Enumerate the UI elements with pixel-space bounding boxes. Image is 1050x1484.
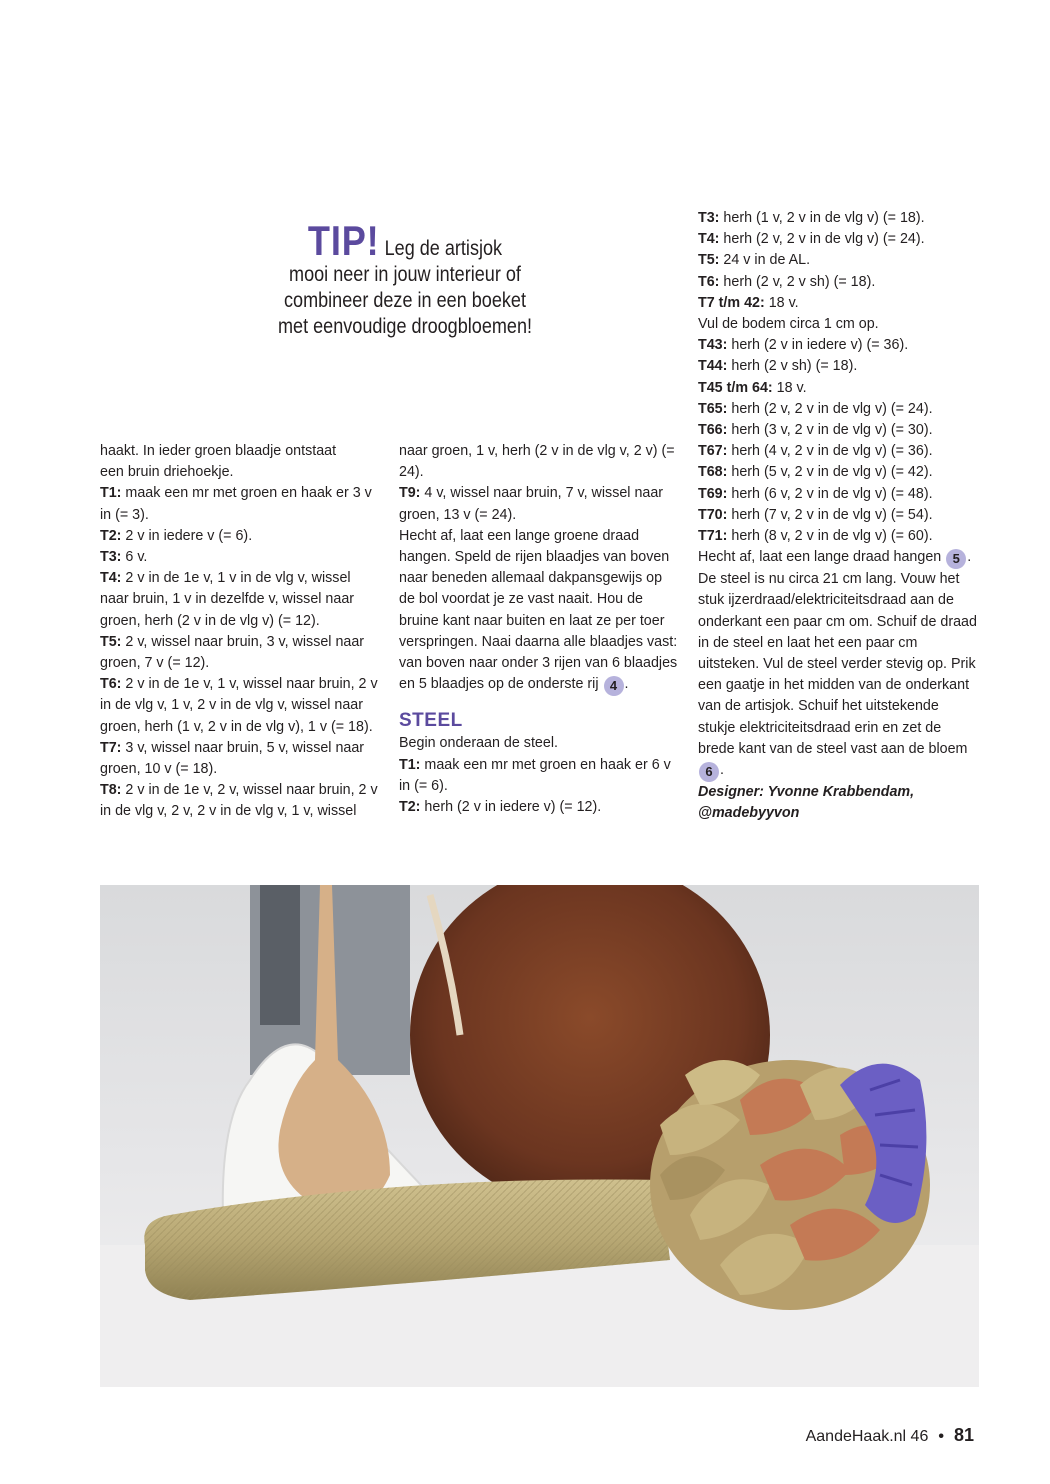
round-label: T45 t/m 64: bbox=[698, 379, 773, 396]
tip-title: TIP! bbox=[307, 217, 380, 264]
stem-round-t3 bbox=[698, 208, 980, 229]
round-text: 4 v, wissel naar bruin, 7 v, wissel naar groen, 13 v (= 24). bbox=[399, 485, 664, 523]
round-t6 bbox=[100, 674, 382, 738]
round-label: T2: bbox=[399, 799, 421, 816]
stem-round-t69 bbox=[698, 484, 980, 505]
round-label: T8: bbox=[100, 782, 122, 799]
round-label: T5: bbox=[698, 252, 720, 269]
artichoke-photo bbox=[100, 885, 979, 1387]
round-t5 bbox=[100, 632, 382, 674]
round-text: herh (7 v, 2 v in de vlg v) (= 54). bbox=[727, 506, 933, 523]
round-label: T43: bbox=[698, 337, 728, 354]
stem-round-t67 bbox=[698, 441, 980, 462]
stem-round-t65 bbox=[698, 399, 980, 420]
fill-note: Vul de bodem circa 1 cm op. bbox=[698, 316, 879, 333]
stem-round-t68 bbox=[698, 462, 980, 483]
stem-round-t44 bbox=[698, 356, 980, 377]
tip-line-4: met eenvoudige droogbloemen! bbox=[277, 315, 533, 338]
assembly-text: Hecht af, laat een lange groene draad hangen. Speld de rijen blaadjes van boven naar beneden allemaal dakpansgewijs op de bol voordat je ze vast naait. Hou de bruine kant naar buiten en laat ze per toer verspringen. Naai daarna alle blaadjes vast: van boven naar onder 3 rijen van 6 blaadjes en 5 blaadjes op de onderste rij bbox=[399, 527, 678, 693]
intro-line bbox=[100, 441, 382, 483]
round-text: 24 v in de AL. bbox=[719, 252, 811, 269]
tip-line-1: Leg de artisjok bbox=[384, 237, 503, 260]
stem-round-t2 bbox=[399, 797, 681, 818]
continued-text: naar groen, 1 v, herh (2 v in de vlg v, 2 v) (= 24). bbox=[399, 443, 675, 481]
round-text: herh (6 v, 2 v in de vlg v) (= 48). bbox=[727, 485, 933, 502]
round-label: T68: bbox=[698, 464, 728, 481]
round-label: T70: bbox=[698, 506, 728, 523]
round-text: 6 v. bbox=[121, 549, 148, 566]
round-text: herh (5 v, 2 v in de vlg v) (= 42). bbox=[727, 464, 933, 481]
round-label: T6: bbox=[698, 273, 720, 290]
page-number: 81 bbox=[953, 1425, 974, 1445]
column-3 bbox=[698, 208, 980, 824]
stem-round-t1 bbox=[399, 755, 681, 797]
designer-handle: @madebyyvon bbox=[698, 805, 800, 822]
intro-text-1: haakt. In ieder groen blaadje ontstaat bbox=[100, 443, 337, 459]
round-label: T4: bbox=[698, 231, 720, 248]
round-label: T69: bbox=[698, 485, 728, 502]
round-text: 3 v, wissel naar bruin, 5 v, wissel naar groen, 10 v (= 18). bbox=[100, 739, 365, 778]
round-label: T66: bbox=[698, 422, 728, 439]
stem-round-t4 bbox=[698, 229, 980, 250]
round-text: herh (1 v, 2 v in de vlg v) (= 18). bbox=[719, 210, 925, 226]
round-text: herh (4 v, 2 v in de vlg v) (= 36). bbox=[727, 443, 933, 460]
round-label: T9: bbox=[399, 485, 421, 502]
assembly-paragraph bbox=[399, 526, 681, 696]
round-text: 2 v in de 1e v, 2 v, wissel naar bruin, 2 v in de vlg v, 2 v, 2 v in de vlg v, 1 v, wissel bbox=[100, 782, 378, 820]
stem-paragraph bbox=[698, 569, 980, 782]
section-heading-steel: STEEL bbox=[399, 710, 463, 732]
stem-round-t7-42 bbox=[698, 293, 980, 314]
round-label: T7: bbox=[100, 739, 122, 756]
round-text: maak een mr met groen en haak er 6 v in (= 6). bbox=[399, 756, 671, 794]
step-badge-6: 6 bbox=[699, 762, 719, 782]
round-text: herh (3 v, 2 v in de vlg v) (= 30). bbox=[727, 422, 933, 439]
column-1 bbox=[100, 441, 382, 823]
stem-intro: Begin onderaan de steel. bbox=[399, 735, 558, 752]
round-label: T1: bbox=[399, 756, 421, 773]
round-label: T44: bbox=[698, 358, 728, 375]
round-t3 bbox=[100, 547, 382, 568]
round-text: herh (8 v, 2 v in de vlg v) (= 60). bbox=[727, 528, 933, 545]
finish-text: Hecht af, laat een lange draad hangen bbox=[698, 549, 942, 566]
tip-line-2: mooi neer in jouw interieur of bbox=[289, 263, 521, 286]
period: . bbox=[720, 762, 724, 779]
stem-round-t6 bbox=[698, 272, 980, 293]
round-label: T71: bbox=[698, 528, 728, 545]
stem-round-t43 bbox=[698, 335, 980, 356]
round-text: 2 v in de 1e v, 1 v in de vlg v, wissel naar bruin, 1 v in dezelfde v, wissel naar groen, herh (2 v in de vlg v) (= 12). bbox=[100, 570, 355, 629]
stem-round-t45-64 bbox=[698, 378, 980, 399]
round-text: herh (2 v, 2 v in de vlg v) (= 24). bbox=[719, 231, 925, 248]
stem-text: De steel is nu circa 21 cm lang. Vouw het stuk ijzerdraad/elektriciteitsdraad aan de onderkant een paar cm om. Schuif de draad in de steel en laat het een paar cm uitsteken. Vul de steel verder stevig op. Prik een gaatje in het midden van de onderkant van de artisjok. Schuif het uitstekende stukje elektriciteitsdraad erin en zet de brede kant van de steel vast aan de bloem bbox=[698, 571, 977, 757]
stem-round-t66 bbox=[698, 420, 980, 441]
round-text: herh (2 v, 2 v in de vlg v) (= 24). bbox=[727, 400, 933, 417]
round-text: herh (2 v in iedere v) (= 36). bbox=[727, 337, 909, 354]
round-label: T3: bbox=[100, 549, 122, 566]
round-label: T5: bbox=[100, 633, 122, 650]
round-text: 18 v. bbox=[772, 379, 807, 396]
magazine-name: AandeHaak.nl 46 bbox=[805, 1428, 929, 1445]
round-t1 bbox=[100, 483, 382, 525]
round-label: T1: bbox=[100, 485, 122, 502]
stem-round-t5 bbox=[698, 250, 980, 271]
round-label: T7 t/m 42: bbox=[698, 294, 765, 311]
round-label: T67: bbox=[698, 443, 728, 460]
footer-bullet: • bbox=[938, 1428, 944, 1445]
round-t8 bbox=[100, 780, 382, 822]
round-label: T4: bbox=[100, 570, 122, 587]
round-text: 18 v. bbox=[764, 294, 799, 311]
round-t7 bbox=[100, 738, 382, 780]
step-badge-4: 4 bbox=[604, 676, 624, 696]
round-text: 2 v in iedere v (= 6). bbox=[121, 527, 253, 544]
round-text: 2 v in de 1e v, 1 v, wissel naar bruin, 2 v in de vlg v, 1 v, 2 v in de vlg v, wissel naar groen, herh (1 v, 2 v in de vlg v), 1 v (= 18). bbox=[100, 676, 378, 735]
round-text: herh (2 v sh) (= 18). bbox=[727, 358, 858, 375]
tip-line-3: combineer deze in een boeket bbox=[284, 289, 526, 312]
round-t4 bbox=[100, 568, 382, 632]
page-footer bbox=[806, 1425, 974, 1446]
round-label: T65: bbox=[698, 400, 728, 417]
stem-round-t71 bbox=[698, 526, 980, 547]
round-text: 2 v, wissel naar bruin, 3 v, wissel naar groen, 7 v (= 12). bbox=[100, 633, 365, 672]
round-t9 bbox=[399, 483, 681, 525]
round-label: T2: bbox=[100, 527, 122, 544]
intro-text-2: een bruin driehoekje. bbox=[100, 464, 234, 481]
round-text: herh (2 v in iedere v) (= 12). bbox=[420, 799, 602, 816]
designer-credit: Designer: Yvonne Krabbendam, bbox=[698, 784, 915, 801]
step-badge-5: 5 bbox=[946, 549, 966, 569]
round-text: maak een mr met groen en haak er 3 v in (= 3). bbox=[100, 485, 372, 523]
round-label: T6: bbox=[100, 676, 122, 693]
period: . bbox=[624, 676, 629, 693]
tip-box bbox=[272, 217, 539, 340]
column-2 bbox=[399, 441, 681, 818]
round-text: herh (2 v, 2 v sh) (= 18). bbox=[719, 273, 876, 290]
stem-round-t70 bbox=[698, 505, 980, 526]
round-label: T3: bbox=[698, 210, 720, 226]
round-t2 bbox=[100, 526, 382, 547]
finish-note bbox=[698, 547, 980, 569]
period: . bbox=[967, 549, 972, 566]
